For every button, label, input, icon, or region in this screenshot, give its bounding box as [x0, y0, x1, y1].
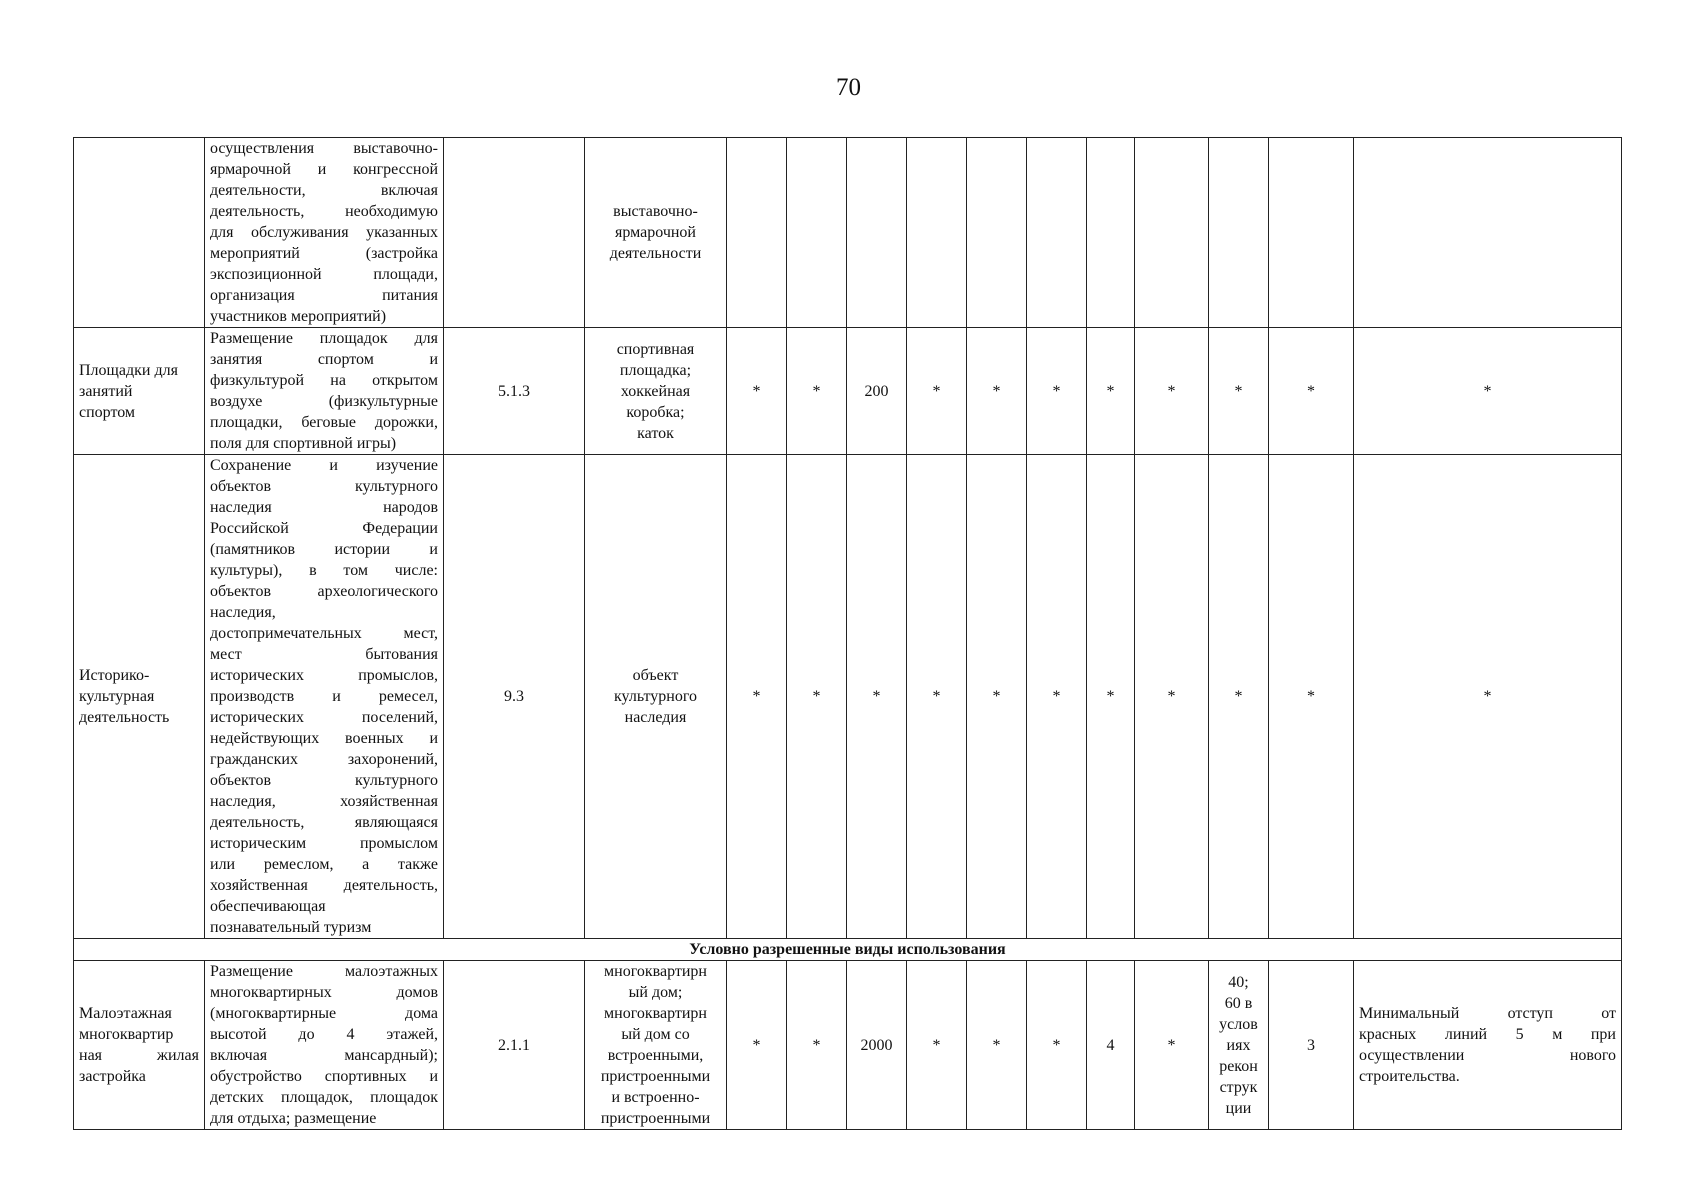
text-line: коробка; — [626, 403, 685, 421]
text-line: ый дом; — [628, 984, 683, 1001]
text-line: площадки, беговые дорожки, — [210, 414, 438, 431]
text-line: выставочно- — [613, 203, 698, 220]
parameter-cell: * — [1027, 455, 1087, 939]
note-cell — [1354, 961, 1622, 1130]
text-line: осуществлении нового — [1359, 1047, 1616, 1064]
parameter-cell — [1269, 138, 1354, 328]
text-line: наследия народов — [210, 499, 438, 516]
object-type-cell — [585, 961, 727, 1130]
page-number: 70 — [836, 74, 861, 101]
parameter-cell — [1087, 138, 1135, 328]
text-line: спортивная — [616, 340, 695, 358]
parameter-cell — [1209, 961, 1269, 1130]
text-line: многоквартир — [79, 1026, 174, 1043]
text-line: * — [1483, 382, 1492, 400]
text-line: детских площадок, площадок — [210, 1089, 438, 1106]
text-line: спортом — [79, 403, 136, 421]
text-line: Российской Федерации — [210, 520, 438, 537]
object-type-cell — [585, 138, 727, 328]
parameter-cell: * — [727, 328, 787, 455]
parameter-cell: * — [1209, 455, 1269, 939]
code-cell: 9.3 — [444, 455, 585, 939]
description-cell — [205, 328, 444, 455]
note-cell — [1354, 455, 1622, 939]
parameter-cell: * — [1135, 328, 1209, 455]
text-line: деятельности — [609, 245, 702, 262]
parameter-cell — [1209, 138, 1269, 328]
note-cell — [1354, 328, 1622, 455]
text-line: поля для спортивной игры) — [210, 435, 397, 452]
text-line: Малоэтажная — [79, 1005, 172, 1022]
text-line: ый дом со — [621, 1026, 690, 1043]
text-line: объект — [632, 667, 679, 684]
parameter-cell: * — [1027, 961, 1087, 1130]
text-line: рекон — [1219, 1057, 1258, 1075]
code-cell: 2.1.1 — [444, 961, 585, 1130]
text-line: Историко- — [79, 667, 150, 684]
text-line: каток — [637, 424, 674, 442]
text-line: Сохранение и изучение — [210, 457, 438, 474]
parameter-cell: * — [967, 328, 1027, 455]
regulations-table — [73, 137, 1622, 1130]
text-line: иях — [1226, 1036, 1251, 1054]
text-line: воздухе (физкультурные — [210, 393, 438, 410]
text-line: ярмарочной — [615, 224, 696, 241]
text-line: организация питания — [210, 287, 438, 304]
text-line: культурного — [613, 688, 698, 705]
parameter-cell: * — [1269, 328, 1354, 455]
parameter-cell — [967, 138, 1027, 328]
text-line: гражданских захоронений, — [210, 751, 438, 768]
parameter-cell: * — [1027, 328, 1087, 455]
text-line: и встроенно- — [611, 1089, 700, 1106]
text-line: красных линий 5 м при — [1359, 1026, 1616, 1043]
text-line: услов — [1219, 1015, 1258, 1033]
text-line: объектов археологического — [210, 583, 438, 600]
text-line: объектов культурного — [210, 478, 438, 495]
text-line: ярмарочной и конгрессной — [210, 161, 438, 178]
text-line: (памятников истории и — [210, 541, 438, 558]
description-cell — [205, 961, 444, 1130]
parameter-cell: 2000 — [847, 961, 907, 1130]
text-line: площадка; — [619, 361, 692, 379]
text-line: встроенными, — [607, 1047, 704, 1064]
text-line: или ремеслом, а также — [210, 856, 438, 873]
text-line: деятельность, необходимую — [210, 203, 438, 220]
object-type-cell — [585, 328, 727, 455]
text-line: занятий — [79, 382, 133, 400]
text-line: 60 в — [1224, 994, 1253, 1012]
note-cell — [1354, 138, 1622, 328]
description-cell — [205, 138, 444, 328]
text-line: занятия спортом и — [210, 351, 438, 368]
text-line: познавательный туризм — [210, 919, 372, 936]
text-line: историческим промыслом — [210, 835, 438, 852]
text-line: Минимальный отступ от — [1359, 1005, 1616, 1022]
text-line: достопримечательных мест, — [210, 625, 438, 642]
object-type-cell — [585, 455, 727, 939]
parameter-cell: 200 — [847, 328, 907, 455]
text-line: обустройство спортивных и — [210, 1068, 438, 1085]
text-line: участников мероприятий) — [210, 308, 387, 325]
text-line: для отдыха; размещение — [210, 1110, 377, 1127]
parameter-cell — [907, 138, 967, 328]
table-row — [74, 138, 1622, 328]
text-line: исторических промыслов, — [210, 667, 438, 684]
parameter-cell: * — [1135, 455, 1209, 939]
text-line: экспозиционной площади, — [210, 266, 438, 283]
text-line: ции — [1225, 1099, 1252, 1117]
text-line: пристроенными — [600, 1110, 711, 1127]
parameter-cell: * — [1209, 328, 1269, 455]
table-row — [74, 455, 1622, 939]
text-line: хозяйственная деятельность, — [210, 877, 438, 894]
text-line: Размещение площадок для — [210, 330, 438, 347]
text-line: пристроенными — [600, 1068, 711, 1085]
text-line: 40; — [1228, 973, 1249, 991]
text-line: для обслуживания указанных — [210, 224, 438, 241]
code-cell: 5.1.3 — [444, 328, 585, 455]
parameter-cell: * — [1087, 328, 1135, 455]
text-line: включая мансардный); — [210, 1047, 438, 1064]
parameter-cell: * — [967, 455, 1027, 939]
description-cell — [205, 455, 444, 939]
section-header: Условно разрешенные виды использования — [74, 939, 1622, 961]
parameter-cell: * — [907, 455, 967, 939]
parameter-cell: * — [727, 455, 787, 939]
text-line: Площадки для — [79, 361, 178, 379]
text-line: высотой до 4 этажей, — [210, 1026, 438, 1043]
text-line: многоквартирн — [604, 963, 707, 980]
parameter-cell: * — [787, 961, 847, 1130]
parameter-cell: * — [787, 328, 847, 455]
text-line: застройка — [79, 1068, 146, 1085]
parameter-cell: 4 — [1087, 961, 1135, 1130]
parameter-cell: * — [1269, 455, 1354, 939]
text-line: хоккейная — [620, 382, 691, 400]
section-header-row — [74, 939, 1622, 961]
text-line: исторических поселений, — [210, 709, 438, 726]
text-line: строительства. — [1359, 1068, 1460, 1085]
text-line: культурная — [79, 688, 155, 705]
text-line: деятельность — [79, 709, 170, 726]
text-line: деятельности, включая — [210, 182, 438, 199]
text-line: деятельность, являющаяся — [210, 814, 438, 831]
parameter-cell: * — [1087, 455, 1135, 939]
parameter-cell: 3 — [1269, 961, 1354, 1130]
parameter-cell: * — [787, 455, 847, 939]
text-line: струк — [1219, 1078, 1258, 1096]
parameter-cell: * — [907, 328, 967, 455]
parameter-cell — [847, 138, 907, 328]
text-line: физкультурой на открытом — [210, 372, 438, 389]
text-line: осуществления выставочно- — [210, 140, 438, 157]
parameter-cell — [1027, 138, 1087, 328]
code-cell — [444, 138, 585, 328]
text-line: производств и ремесел, — [210, 688, 438, 705]
text-line: культуры), в том числе: — [210, 562, 438, 579]
text-line: наследия — [624, 709, 687, 726]
text-line: мероприятий (застройка — [210, 245, 438, 262]
zone-name-cell — [74, 455, 205, 939]
text-line: объектов культурного — [210, 772, 438, 789]
text-line: * — [1483, 688, 1492, 705]
text-line: мест бытования — [210, 646, 438, 663]
parameter-cell: * — [847, 455, 907, 939]
parameter-cell — [727, 138, 787, 328]
parameter-cell: * — [907, 961, 967, 1130]
text-line: ная жилая — [79, 1047, 199, 1064]
text-line: Размещение малоэтажных — [210, 963, 438, 980]
text-line: обеспечивающая — [210, 898, 326, 915]
zone-name-cell — [74, 328, 205, 455]
text-line: (многоквартирные дома — [210, 1005, 438, 1022]
table-row — [74, 961, 1622, 1130]
zone-name-cell — [74, 138, 205, 328]
parameter-cell: * — [967, 961, 1027, 1130]
parameter-cell — [787, 138, 847, 328]
text-line: многоквартирных домов — [210, 984, 438, 1001]
parameter-cell — [1135, 138, 1209, 328]
zone-name-cell — [74, 961, 205, 1130]
text-line: многоквартирн — [604, 1005, 707, 1022]
parameter-cell: * — [727, 961, 787, 1130]
text-line: недействующих военных и — [210, 730, 438, 747]
text-line: наследия, — [210, 604, 276, 621]
table-row — [74, 328, 1622, 455]
parameter-cell: * — [1135, 961, 1209, 1130]
text-line: наследия, хозяйственная — [210, 793, 438, 810]
